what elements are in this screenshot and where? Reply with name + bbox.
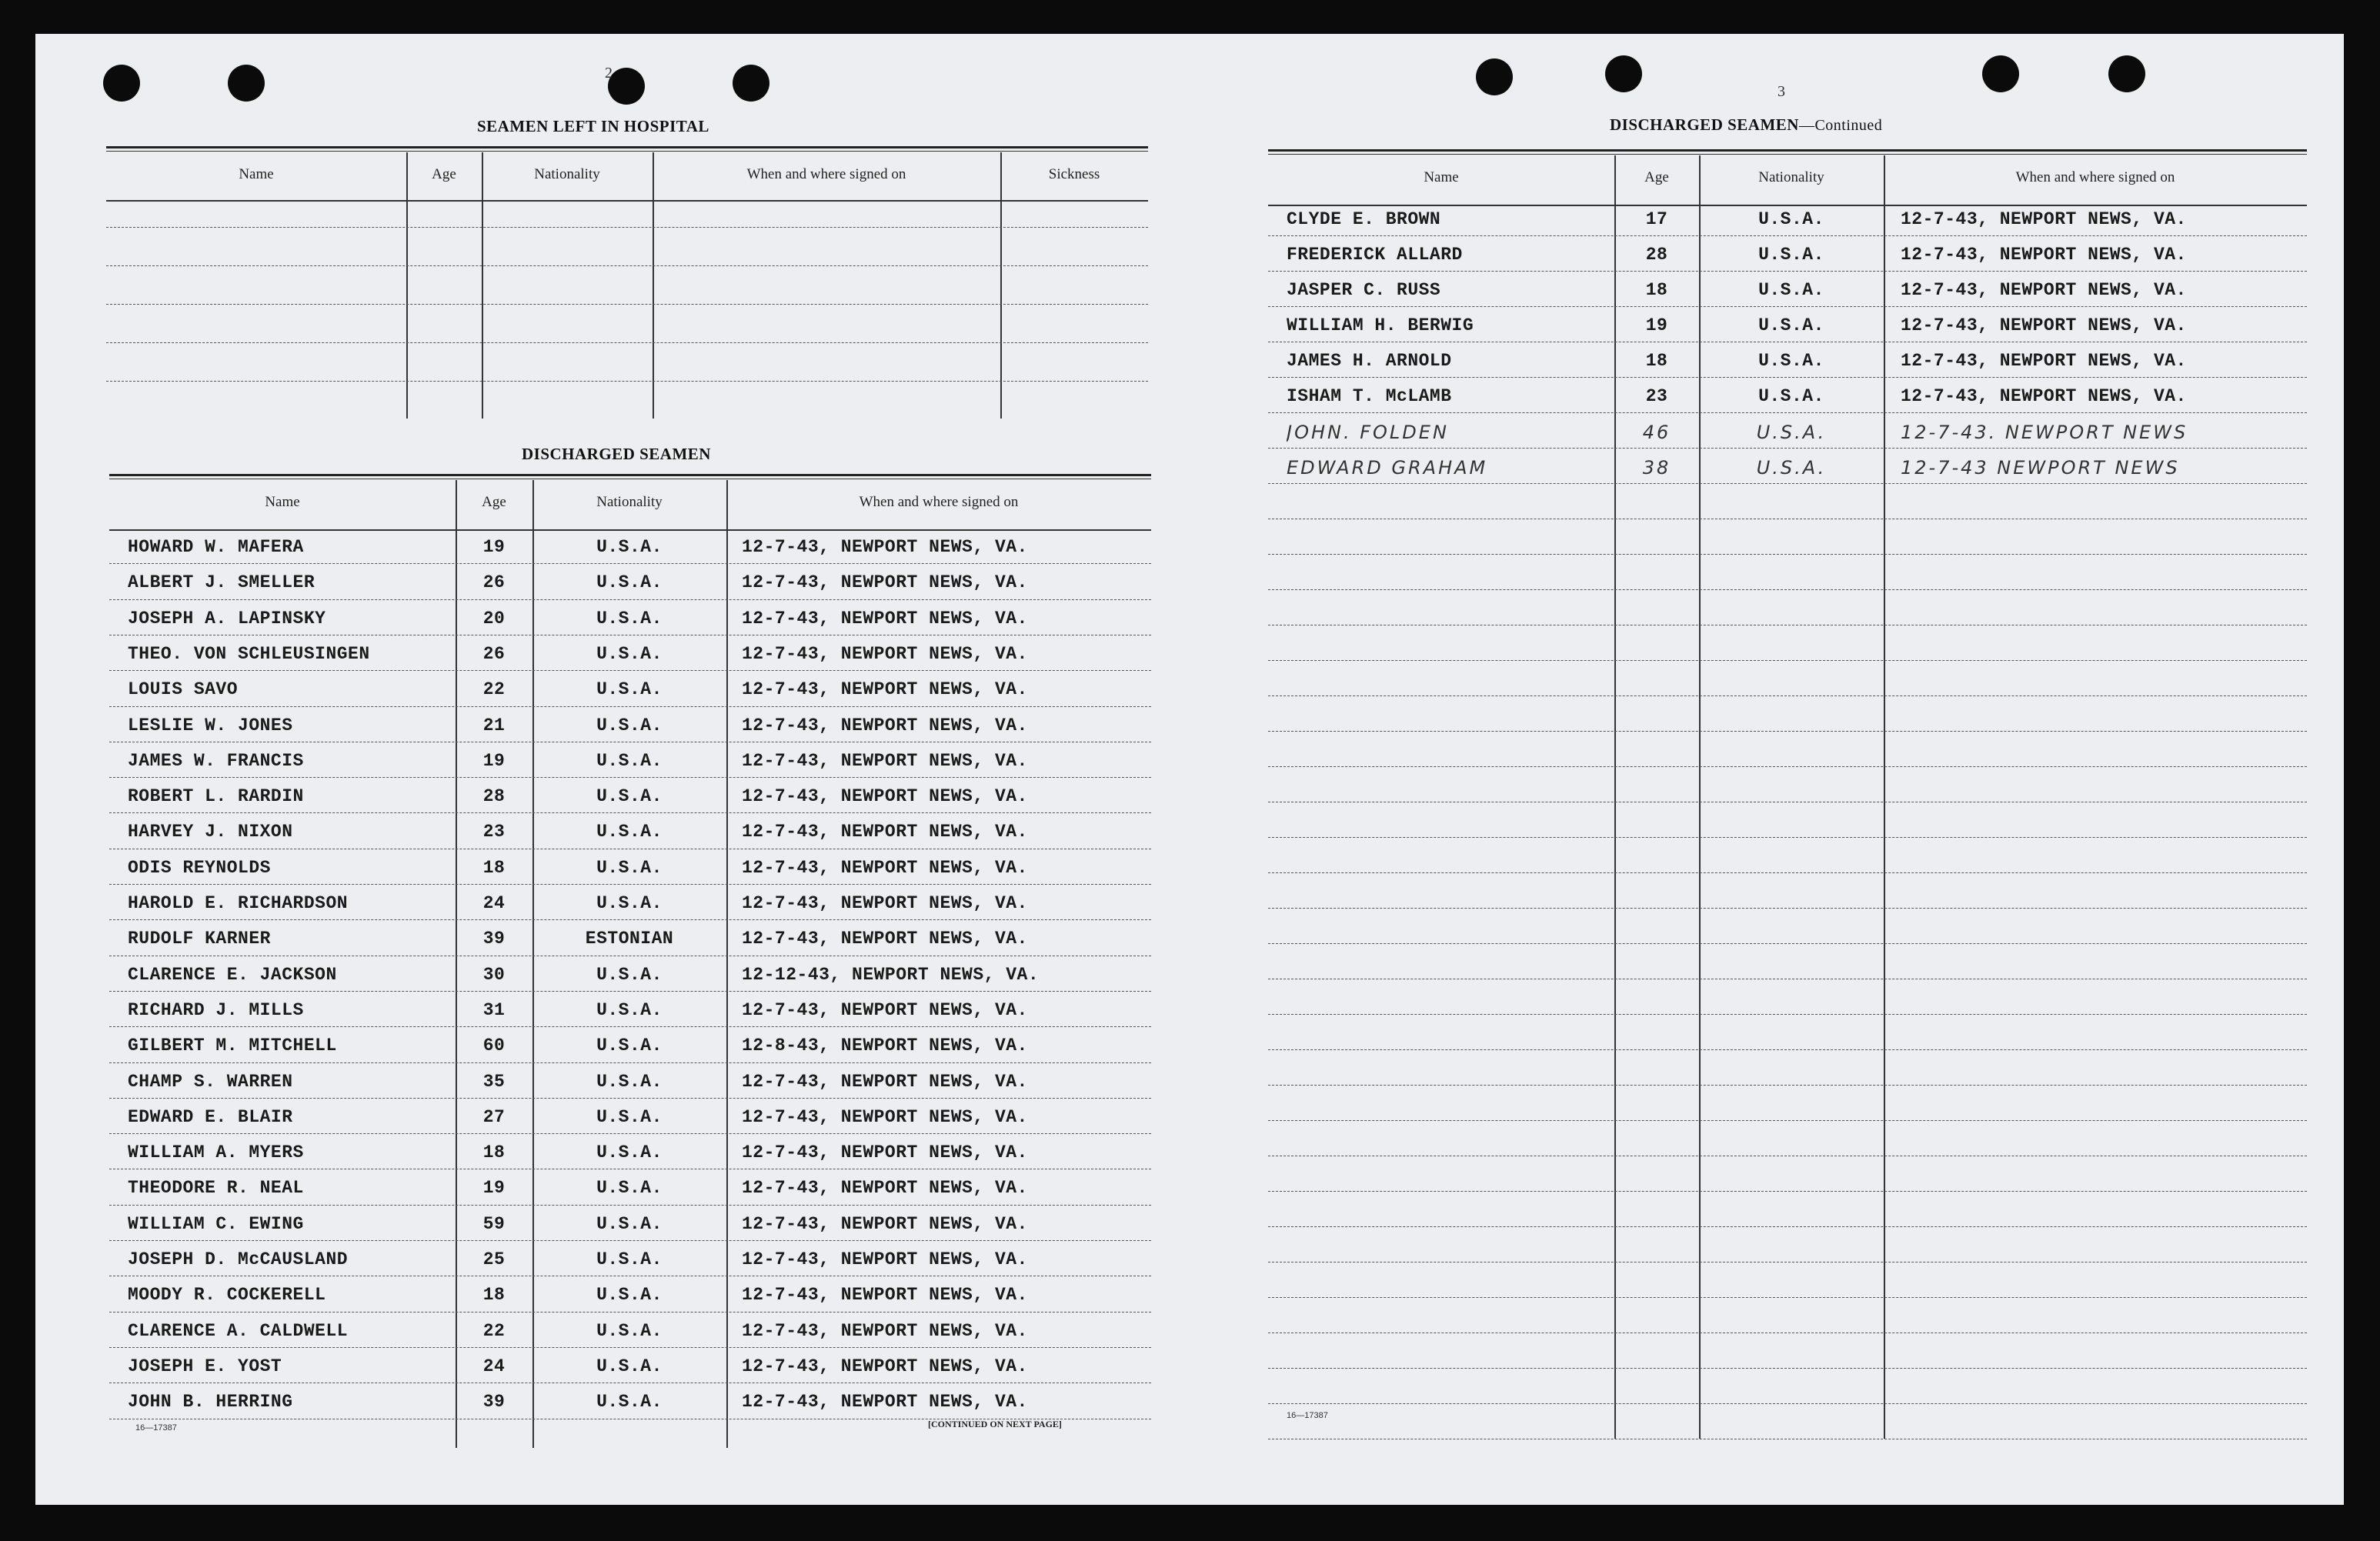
table-row-age: 22 [482, 679, 506, 700]
table-row-age: 23 [1645, 386, 1668, 406]
table-row-nationality: U.S.A. [596, 1285, 663, 1306]
punch-hole [228, 65, 265, 102]
row-rule [109, 919, 1151, 920]
row-rule [1268, 872, 2307, 873]
table-row-age: 31 [482, 999, 506, 1020]
table-row-nationality: U.S.A. [596, 786, 663, 807]
table-row-signed-on: 12-7-43, NEWPORT NEWS, VA. [742, 537, 1028, 557]
table-row-nationality: U.S.A. [596, 857, 663, 878]
table-row-age: 39 [482, 929, 506, 949]
punch-hole [608, 68, 645, 105]
row-rule [1268, 412, 2307, 413]
table-row-age: 26 [482, 572, 506, 593]
page-number-left: 2 [605, 65, 613, 82]
table-row-age: 60 [482, 1036, 506, 1056]
table-row-nationality: U.S.A. [596, 893, 663, 913]
row-rule [1268, 1049, 2307, 1050]
row-rule [109, 1347, 1151, 1348]
column-header: Age [1644, 169, 1669, 185]
hospital-section-title: SEAMEN LEFT IN HOSPITAL [477, 117, 709, 135]
table-row-name: WILLIAM C. EWING [128, 1213, 304, 1234]
column-header: Age [432, 166, 456, 182]
discharged-table-left [109, 474, 1151, 1451]
discharged-table-right [1268, 149, 2307, 1442]
table-row-age: 18 [482, 1142, 506, 1163]
table-row-name: ALBERT J. SMELLER [128, 572, 315, 593]
table-row-age: 19 [482, 537, 506, 557]
table-row-signed-on: 12-7-43, NEWPORT NEWS, VA. [742, 1285, 1028, 1306]
row-rule [1268, 554, 2307, 555]
table-row-nationality: U.S.A. [596, 1142, 663, 1163]
right-title-continued: —Continued [1798, 117, 1883, 134]
table-row-nationality: U.S.A. [1758, 280, 1824, 300]
row-rule [1268, 271, 2307, 272]
table-row-signed-on: 12-7-43, NEWPORT NEWS, VA. [742, 1071, 1028, 1092]
table-row-name: ISHAM T. McLAMB [1287, 386, 1452, 406]
form-number-left: 16—17387 [135, 1423, 177, 1433]
table-row-nationality: U.S.A. [1756, 422, 1827, 443]
table-row-name: JASPER C. RUSS [1287, 280, 1441, 300]
table-row-signed-on: 12-7-43, NEWPORT NEWS, VA. [742, 1320, 1028, 1341]
row-rule [1268, 943, 2307, 944]
table-row-name: HOWARD W. MAFERA [128, 537, 304, 557]
table-row-signed-on: 12-7-43, NEWPORT NEWS, VA. [1901, 209, 2187, 229]
table-row-nationality: U.S.A. [596, 715, 663, 735]
table-row-name: CLYDE E. BROWN [1287, 209, 1441, 229]
table-row-nationality: U.S.A. [596, 1071, 663, 1092]
table-row-nationality: U.S.A. [596, 750, 663, 771]
table-row-age: 30 [482, 964, 506, 985]
table-row-signed-on: 12-7-43, NEWPORT NEWS, VA. [742, 857, 1028, 878]
table-row-nationality: U.S.A. [1758, 351, 1824, 371]
table-row-signed-on: 12-7-43, NEWPORT NEWS, VA. [742, 1249, 1028, 1269]
table-row-signed-on: 12-7-43, NEWPORT NEWS, VA. [1901, 245, 2187, 265]
table-row-signed-on: 12-7-43, NEWPORT NEWS, VA. [742, 1178, 1028, 1199]
table-row-name: EDWARD E. BLAIR [128, 1106, 293, 1127]
table-row-age: 28 [1645, 245, 1668, 265]
table-row-signed-on: 12-7-43, NEWPORT NEWS, VA. [742, 999, 1028, 1020]
table-row-name: MOODY R. COCKERELL [128, 1285, 326, 1306]
table-row-age: 59 [482, 1213, 506, 1234]
table-row-age: 20 [482, 608, 506, 629]
table-row-nationality: U.S.A. [596, 1249, 663, 1269]
row-rule [109, 991, 1151, 992]
table-row-signed-on: 12-7-43, NEWPORT NEWS, VA. [1901, 280, 2187, 300]
table-row-nationality: U.S.A. [1758, 245, 1824, 265]
table-row-age: 19 [482, 750, 506, 771]
column-header: When and where signed on [859, 494, 1019, 510]
table-row-name: RICHARD J. MILLS [128, 999, 304, 1020]
row-rule [109, 1098, 1151, 1099]
table-row-age: 39 [482, 1392, 506, 1413]
punch-hole [733, 65, 769, 102]
table-row-name: THEO. VON SCHLEUSINGEN [128, 643, 370, 664]
table-row-name: ROBERT L. RARDIN [128, 786, 304, 807]
table-row-signed-on: 12-8-43, NEWPORT NEWS, VA. [742, 1036, 1028, 1056]
column-header: Name [1424, 169, 1459, 185]
document-sheet [35, 34, 2344, 1505]
table-row-age: 26 [482, 643, 506, 664]
row-rule [1268, 483, 2307, 484]
table-row-nationality: U.S.A. [596, 964, 663, 985]
discharged-section-title: DISCHARGED SEAMEN [522, 445, 711, 463]
table-row-nationality: U.S.A. [596, 1178, 663, 1199]
table-row-name: CHAMP S. WARREN [128, 1071, 293, 1092]
table-row-signed-on: 12-7-43, NEWPORT NEWS, VA. [742, 715, 1028, 735]
column-header: Nationality [596, 494, 663, 510]
table-row-nationality: U.S.A. [596, 679, 663, 700]
row-rule [109, 1026, 1151, 1027]
row-rule [1268, 377, 2307, 378]
table-row-nationality: ESTONIAN [585, 929, 674, 949]
row-rule [1268, 695, 2307, 696]
table-row-signed-on: 12-7-43, NEWPORT NEWS, VA. [742, 929, 1028, 949]
table-row-age: 19 [1645, 315, 1668, 335]
page-number-right: 3 [1777, 83, 1785, 100]
table-row-nationality: U.S.A. [596, 1106, 663, 1127]
row-rule [1268, 1014, 2307, 1015]
table-row-name: JOSEPH E. YOST [128, 1356, 282, 1376]
column-header: Name [239, 166, 274, 182]
hospital-empty-row [106, 303, 1148, 305]
row-rule [109, 777, 1151, 778]
row-rule [109, 1133, 1151, 1134]
table-row-nationality: U.S.A. [596, 537, 663, 557]
table-row-age: 28 [482, 786, 506, 807]
row-rule [1268, 837, 2307, 838]
punch-hole [1476, 58, 1513, 95]
table-row-nationality: U.S.A. [596, 1036, 663, 1056]
row-rule [109, 1240, 1151, 1241]
column-header: Age [482, 494, 506, 510]
punch-hole [1982, 55, 2019, 92]
table-row-name: JOHN B. HERRING [128, 1392, 293, 1413]
row-rule [109, 706, 1151, 707]
row-rule [109, 670, 1151, 671]
row-rule [109, 1205, 1151, 1206]
table-row-age: 24 [482, 893, 506, 913]
row-rule [1268, 660, 2307, 661]
table-row-nationality: U.S.A. [1758, 209, 1824, 229]
table-row-name: THEODORE R. NEAL [128, 1178, 304, 1199]
punch-hole [2108, 55, 2145, 92]
column-header: Nationality [1758, 169, 1824, 185]
row-rule [1268, 1191, 2307, 1192]
table-row-name: CLARENCE A. CALDWELL [128, 1320, 349, 1341]
table-row-name: RUDOLF KARNER [128, 929, 271, 949]
table-row-name: WILLIAM A. MYERS [128, 1142, 304, 1163]
table-row-age: 18 [1645, 280, 1668, 300]
table-row-name: LOUIS SAVO [128, 679, 239, 700]
column-header: Nationality [534, 166, 600, 182]
row-rule [109, 1062, 1151, 1063]
table-row-name: JOSEPH D. McCAUSLAND [128, 1249, 349, 1269]
table-row-age: 23 [482, 822, 506, 842]
row-rule [109, 884, 1151, 885]
column-header: When and where signed on [2015, 169, 2175, 185]
hospital-empty-row [106, 380, 1148, 382]
table-row-nationality: U.S.A. [596, 643, 663, 664]
table-row-name: LESLIE W. JONES [128, 715, 293, 735]
table-row-name: ODIS REYNOLDS [128, 857, 271, 878]
table-row-signed-on: 12-7-43, NEWPORT NEWS, VA. [742, 786, 1028, 807]
row-rule [1268, 306, 2307, 307]
table-row-signed-on: 12-7-43, NEWPORT NEWS, VA. [1901, 386, 2187, 406]
table-row-signed-on: 12-7-43, NEWPORT NEWS, VA. [742, 822, 1028, 842]
table-row-age: 35 [482, 1071, 506, 1092]
table-row-age: 24 [482, 1356, 506, 1376]
table-row-age: 18 [482, 1285, 506, 1306]
table-row-nationality: U.S.A. [596, 572, 663, 593]
table-row-signed-on: 12-7-43, NEWPORT NEWS, VA. [742, 1142, 1028, 1163]
row-rule [1268, 448, 2307, 449]
table-row-nationality: U.S.A. [596, 822, 663, 842]
punch-hole [1605, 55, 1642, 92]
table-row-signed-on: 12-7-43, NEWPORT NEWS, VA. [742, 893, 1028, 913]
table-row-name: CLARENCE E. JACKSON [128, 964, 337, 985]
column-header: Name [265, 494, 300, 510]
table-row-signed-on: 12-7-43, NEWPORT NEWS, VA. [742, 643, 1028, 664]
hospital-empty-row [106, 265, 1148, 266]
hospital-table [106, 146, 1148, 426]
table-row-nationality: U.S.A. [1758, 386, 1824, 406]
table-row-signed-on: 12-7-43, NEWPORT NEWS, VA. [742, 1356, 1028, 1376]
row-rule [1268, 1226, 2307, 1227]
table-row-signed-on: 12-12-43, NEWPORT NEWS, VA. [742, 964, 1040, 985]
row-rule [109, 812, 1151, 813]
table-row-age: 19 [482, 1178, 506, 1199]
table-row-age: 27 [482, 1106, 506, 1127]
table-row-name: WILLIAM H. BERWIG [1287, 315, 1474, 335]
table-row-age: 21 [482, 715, 506, 735]
table-row-signed-on: 12-7-43, NEWPORT NEWS, VA. [742, 572, 1028, 593]
table-row-signed-on: 12-7-43, NEWPORT NEWS, VA. [742, 1106, 1028, 1127]
row-rule [1268, 1085, 2307, 1086]
right-section-title [1610, 115, 1882, 135]
table-row-name: JAMES H. ARNOLD [1287, 351, 1452, 371]
table-row-age: 18 [1645, 351, 1668, 371]
table-row-nationality: U.S.A. [596, 1320, 663, 1341]
table-row-age: 17 [1645, 209, 1668, 229]
table-row-signed-on: 12-7-43, NEWPORT NEWS, VA. [742, 1213, 1028, 1234]
row-rule [1268, 1368, 2307, 1369]
table-row-name: GILBERT M. MITCHELL [128, 1036, 337, 1056]
table-row-age: 25 [482, 1249, 506, 1269]
row-rule [1268, 766, 2307, 767]
table-row-signed-on: 12-7-43, NEWPORT NEWS, VA. [742, 1392, 1028, 1413]
table-row-age: 18 [482, 857, 506, 878]
table-row-name: HAROLD E. RICHARDSON [128, 893, 349, 913]
table-row-nationality: U.S.A. [596, 999, 663, 1020]
table-row-signed-on: 12-7-43, NEWPORT NEWS, VA. [742, 750, 1028, 771]
row-rule [1268, 1120, 2307, 1121]
punch-hole [103, 65, 140, 102]
row-rule [109, 1312, 1151, 1313]
column-header: Sickness [1048, 166, 1100, 182]
table-row-nationality: U.S.A. [1756, 457, 1827, 479]
table-row-signed-on: 12-7-43 NEWPORT NEWS [1901, 457, 2180, 479]
row-rule [1268, 235, 2307, 236]
table-row-nationality: U.S.A. [596, 1356, 663, 1376]
table-row-nationality: U.S.A. [596, 608, 663, 629]
row-rule [109, 599, 1151, 600]
hospital-empty-row [106, 342, 1148, 343]
column-header: When and where signed on [746, 166, 906, 182]
table-row-name: FREDERICK ALLARD [1287, 245, 1463, 265]
table-row-nationality: U.S.A. [596, 1213, 663, 1234]
row-rule [1268, 1297, 2307, 1298]
table-row-nationality: U.S.A. [1758, 315, 1824, 335]
table-row-nationality: U.S.A. [596, 1392, 663, 1413]
table-row-name: HARVEY J. NIXON [128, 822, 293, 842]
form-number-right: 16—17387 [1287, 1411, 1328, 1420]
row-rule [1268, 589, 2307, 590]
row-rule [109, 563, 1151, 564]
row-rule [1268, 908, 2307, 909]
table-row-signed-on: 12-7-43, NEWPORT NEWS, VA. [742, 679, 1028, 700]
table-row-signed-on: 12-7-43, NEWPORT NEWS, VA. [1901, 315, 2187, 335]
table-row-signed-on: 12-7-43, NEWPORT NEWS, VA. [1901, 351, 2187, 371]
table-row-name: EDWARD GRAHAM [1287, 457, 1488, 479]
table-row-signed-on: 12-7-43, NEWPORT NEWS, VA. [742, 608, 1028, 629]
table-row-name: JOSEPH A. LAPINSKY [128, 608, 326, 629]
table-row-name: JAMES W. FRANCIS [128, 750, 304, 771]
hospital-empty-row [106, 226, 1148, 228]
table-row-age: 38 [1642, 457, 1671, 479]
row-rule [1268, 731, 2307, 732]
row-rule [1268, 1403, 2307, 1404]
table-row-age: 22 [482, 1320, 506, 1341]
table-row-age: 46 [1642, 422, 1671, 443]
table-row-name: JOHN. FOLDEN [1287, 422, 1449, 443]
table-row-signed-on: 12-7-43. NEWPORT NEWS [1901, 422, 2188, 443]
right-title-main: DISCHARGED SEAMEN [1610, 115, 1799, 134]
continued-note: [CONTINUED ON NEXT PAGE] [928, 1419, 1062, 1429]
